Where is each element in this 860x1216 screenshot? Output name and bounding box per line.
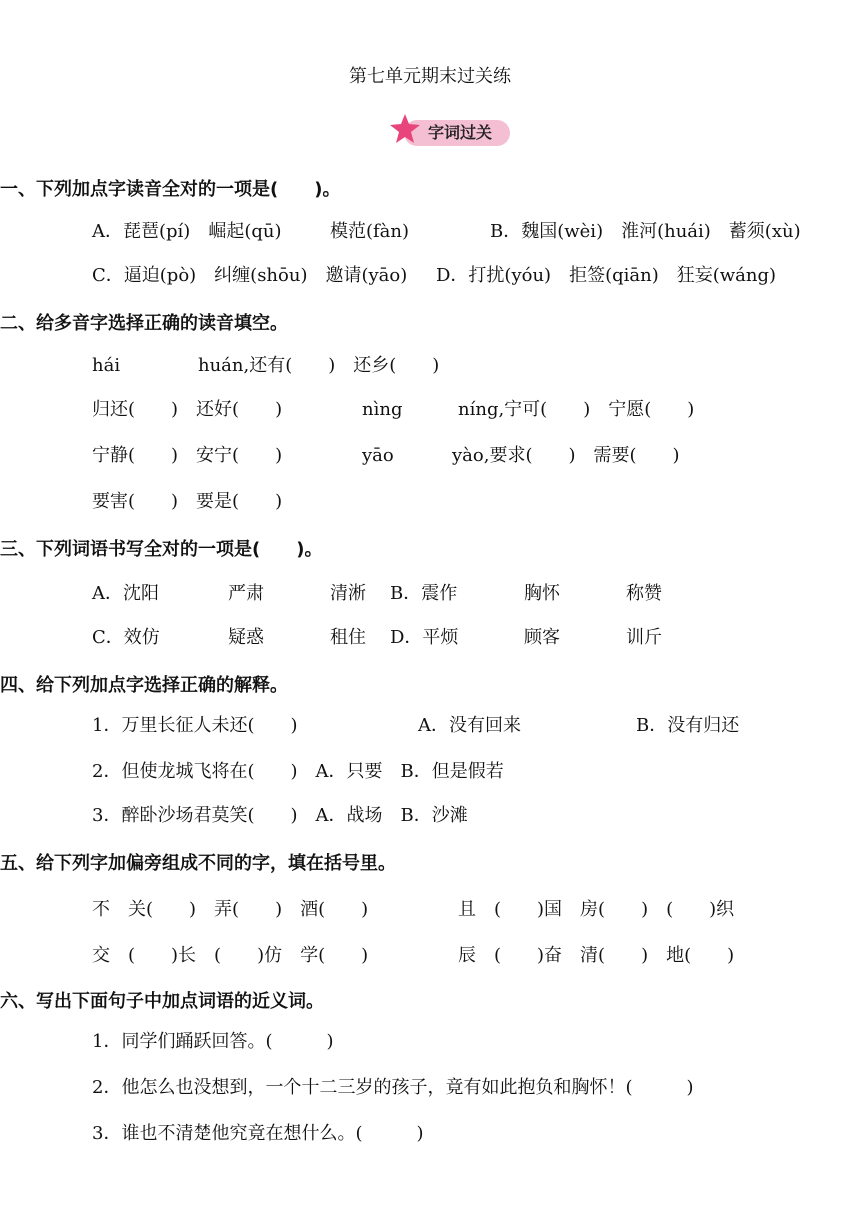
line-text: B．没有归还 [636, 715, 740, 736]
line-text: C．逼迫(pò) 纠缠(shōu) 邀请(yāo) [92, 265, 408, 286]
line-text: 五、给下列字加偏旁组成不同的字，填在括号里。 [0, 853, 396, 874]
section-heading [0, 990, 324, 1014]
line-text: yào,要求( ) 需要( ) [452, 445, 680, 466]
line-text: 且 ( )国 房( ) ( )织 [458, 899, 735, 920]
line-text: nìng [362, 399, 403, 420]
section-heading [0, 178, 340, 202]
line-text: 一、下列加点字读音全对的一项是( )。 [0, 179, 341, 200]
line-text: 胸怀 [524, 583, 560, 604]
line-text: 六、写出下面句子中加点词语的近义词。 [0, 991, 324, 1012]
line-text: 严肃 [228, 583, 264, 604]
line-text: 归还( ) 还好( ) [92, 399, 283, 420]
line-text: 3．谁也不清楚他究竟在想什么。( ) [92, 1123, 424, 1144]
section-heading [0, 312, 288, 336]
star-icon [388, 112, 422, 146]
line-text: C．效仿 [92, 627, 160, 648]
line-text: 清淅 [330, 583, 366, 604]
line-text: 3．醉卧沙场君莫笑( ) A．战场 B．沙滩 [92, 805, 468, 826]
page-title: 第七单元期末过关练 [349, 66, 511, 87]
line-text: 2．他怎么也没想到，一个十二三岁的孩子，竟有如此抱负和胸怀！( ) [92, 1077, 694, 1098]
line-text: 称赞 [626, 583, 662, 604]
line-text: 宁静( ) 安宁( ) [92, 445, 283, 466]
line-text: D．平烦 [390, 627, 459, 648]
line-text: B．震作 [390, 583, 458, 604]
line-text: 要害( ) 要是( ) [92, 491, 283, 512]
line-text: 2．但使龙城飞将在( ) A．只要 B．但是假若 [92, 761, 504, 782]
line-text: 顾客 [524, 627, 560, 648]
line-text: B．魏国(wèi) 淮河(huái) 蓄须(xù) [490, 221, 801, 242]
line-text: D．打扰(yóu) 拒签(qiān) 狂妄(wáng) [436, 265, 777, 286]
line-text: A．没有回来 [418, 715, 521, 736]
line-text: 不 关( ) 弄( ) 酒( ) [92, 899, 369, 920]
section-badge [386, 112, 512, 152]
section-heading [0, 538, 322, 562]
line-text: 三、下列词语书写全对的一项是( )。 [0, 539, 323, 560]
line-text: 1．同学们踊跃回答。( ) [92, 1031, 334, 1052]
line-text: hái [92, 355, 121, 376]
line-text: A．琵琶(pí) 崛起(qū) [92, 221, 282, 242]
line-text: 二、给多音字选择正确的读音填空。 [0, 313, 288, 334]
line-text: 租住 [330, 627, 366, 648]
line-text: 四、给下列加点字选择正确的解释。 [0, 675, 288, 696]
line-text: huán,还有( ) 还乡( ) [198, 355, 440, 376]
line-text: 辰 ( )奋 清( ) 地( ) [458, 945, 735, 966]
section-heading [0, 674, 288, 698]
badge-label: 字词过关 [428, 123, 493, 142]
line-text: yāo [362, 445, 394, 466]
line-text: níng,宁可( ) 宁愿( ) [458, 399, 695, 420]
line-text: 1．万里长征人未还( ) [92, 715, 298, 736]
line-text: 交 ( )长 ( )仿 学( ) [92, 945, 369, 966]
line-text: 疑惑 [228, 627, 264, 648]
line-text: 训斤 [626, 627, 662, 648]
line-text: A．沈阳 [92, 583, 159, 604]
section-heading [0, 852, 396, 876]
line-text: 模范(fàn) [330, 221, 410, 242]
